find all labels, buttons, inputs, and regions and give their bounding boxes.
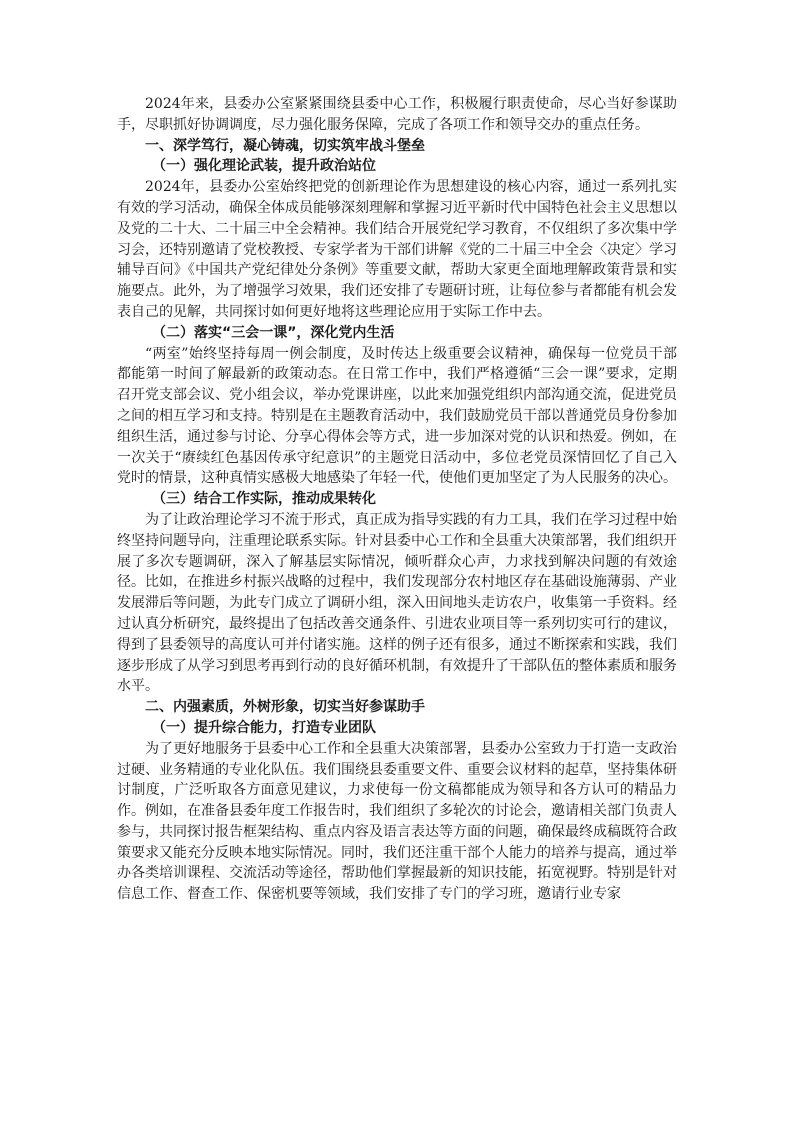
section-1-1-heading: （一）强化理论武装，提升政治站位 xyxy=(152,158,376,175)
section-1-1-paragraph: 2024年，县委办公室始终把党的创新理论作为思想建设的核心内容，通过一系列扎实有效的学习活动，确保全体成员能够深刻理解和掌握习近平新时代中国特色社会主义思想以及党的二十大、二十届三中全会精神。我们结合开展党纪学习教育，不仅组织了多次集中学习会，还特别邀请了党校教授、专家学者为干部们讲解《党的二十届三中全会〈决定〉学习辅导百问》《中国共产党纪律处分条例》等重要文献，帮助大家更全面地理解政策背景和实施要点。此外，为了增强学习效果，我们还安排了专题研讨班，让每位参与者都能有机会发表自己的见解，共同探讨如何更好地将这些理论应用于实际工作中去。 xyxy=(117,179,677,320)
section-2-heading: 二、内强素质，外树形象，切实当好参谋助手 xyxy=(145,699,425,716)
section-1-2-paragraph: “两室”始终坚持每周一例会制度，及时传达上级重要会议精神，确保每一位党员干部都能第一时间了解最新的政策动态。在日常工作中，我们严格遵循“三会一课”要求，定期召开党支部会议、党小组会议，举办党课讲座，以此来加强党组织内部沟通交流，促进党员之间的相互学习和支持。特别是在主题教育活动中，我们鼓励党员干部以普通党员身份参加组织生活，通过参与讨论、分享心得体会等方式，进一步加深对党的认识和热爱。例如，在一次关于“赓续红色基因传承守纪意识”的主题党日活动中，多位老党员深情回忆了自己入党时的情景，这种真情实感极大地感染了年轻一代，使他们更加坚定了为人民服务的决心。 xyxy=(117,345,677,487)
section-1-2-heading: （二）落实“三会一课”，深化党内生活 xyxy=(152,324,395,341)
section-1-3-paragraph: 为了让政治理论学习不流于形式，真正成为指导实践的有力工具，我们在学习过程中始终坚持问题导向，注重理论联系实际。针对县委中心工作和全县重大决策部署，我们组织开展了多次专题调研，深入了解基层实际情况，倾听群众心声，力求找到解决问题的有效途径。比如，在推进乡村振兴战略的过程中，我们发现部分农村地区存在基础设施薄弱、产业发展滞后等问题，为此专门成立了调研小组，深入田间地头走访农户，收集第一手资料。经过认真分析研究，最终提出了包括改善交通条件、引进农业项目等一系列切实可行的建议，得到了县委领导的高度认可并付诸实施。这样的例子还有很多，通过不断探索和实践，我们逐步形成了从学习到思考再到行动的良好循环机制，有效提升了干部队伍的整体素质和服务水平。 xyxy=(117,511,677,695)
section-2-1-heading: （一）提升综合能力，打造专业团队 xyxy=(152,719,376,736)
section-2-1-paragraph: 为了更好地服务于县委中心工作和全县重大决策部署，县委办公室致力于打造一支政治过硬、业务精通的专业化队伍。我们围绕县委重要文件、重要会议材料的起草，坚持集体研讨制度，广泛听取各方面意见建议，力求使每一份文稿都能成为领导和各方认可的精品力作。例如，在准备县委年度工作报告时，我们组织了多轮次的讨论会，邀请相关部门负责人参与，共同探讨报告框架结构、重点内容及语言表达等方面的问题，确保最终成稿既符合政策要求又能充分反映本地实际情况。同时，我们还注重干部个人能力的培养与提高，通过举办各类培训课程、交流活动等途径，帮助他们掌握最新的知识技能，拓宽视野。特别是针对信息工作、督查工作、保密机要等领域，我们安排了专门的学习班，邀请行业专家 xyxy=(117,740,677,903)
document-page xyxy=(117,94,677,905)
section-1-3-heading: （三）结合工作实际，推动成果转化 xyxy=(152,491,376,508)
intro-paragraph: 2024年来，县委办公室紧紧围绕县委中心工作，积极履行职责使命，尽心当好参谋助手，尽职抓好协调调度，尽力强化服务保障，完成了各项工作和领导交办的重点任务。 xyxy=(117,96,677,133)
section-1-heading: 一、深学笃行，凝心铸魂，切实筑牢战斗堡垒 xyxy=(145,137,425,154)
